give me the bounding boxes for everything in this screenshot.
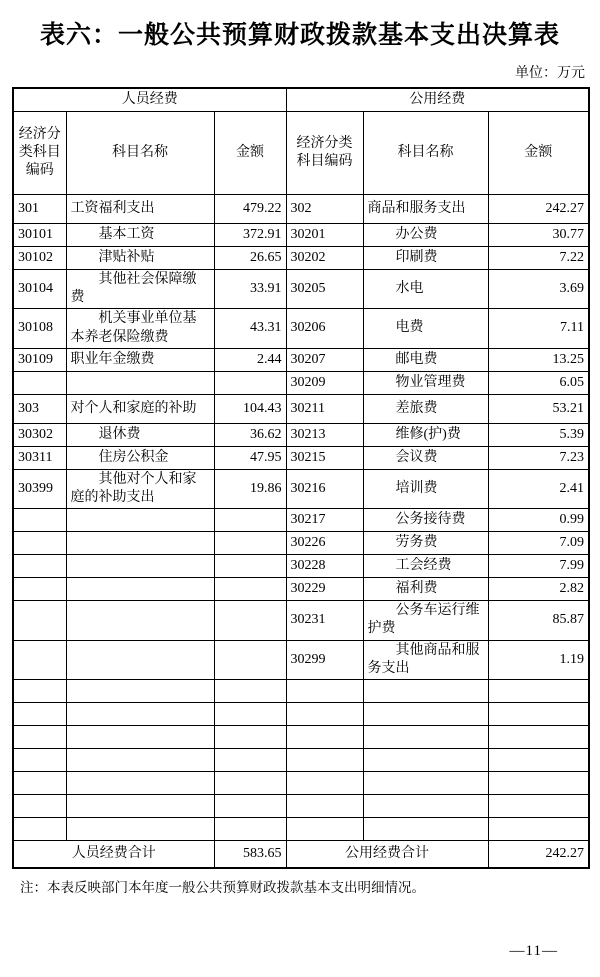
cell-left-name: 职业年金缴费 (66, 348, 214, 371)
public-total-amount: 242.27 (488, 840, 589, 868)
cell-right-amount: 242.27 (488, 195, 589, 224)
cell-left-code: 30399 (13, 469, 66, 508)
cell-left-code: 303 (13, 394, 66, 423)
cell-right-code (286, 771, 363, 794)
cell-left-code (13, 725, 66, 748)
totals-row (13, 840, 589, 868)
cell-right-code: 30213 (286, 423, 363, 446)
cell-right-amount: 0.99 (488, 509, 589, 532)
cell-right-name (363, 794, 488, 817)
table-row (13, 394, 589, 423)
cell-left-name (66, 509, 214, 532)
cell-right-amount (488, 725, 589, 748)
table-row (13, 679, 589, 702)
cell-left-code: 301 (13, 195, 66, 224)
cell-right-name: 会议费 (363, 446, 488, 469)
cell-right-name: 公务车运行维护费 (363, 601, 488, 640)
cell-left-code: 30311 (13, 446, 66, 469)
cell-right-amount (488, 679, 589, 702)
cell-right-code: 30226 (286, 532, 363, 555)
cell-right-code: 302 (286, 195, 363, 224)
cell-right-name (363, 748, 488, 771)
table-row (13, 446, 589, 469)
table-row (13, 270, 589, 309)
cell-left-name: 津贴补贴 (66, 247, 214, 270)
cell-left-name (66, 555, 214, 578)
cell-right-amount: 5.39 (488, 423, 589, 446)
cell-left-amount (214, 817, 286, 840)
cell-right-code: 30228 (286, 555, 363, 578)
personnel-total-label: 人员经费合计 (13, 840, 214, 868)
table-row (13, 195, 589, 224)
cell-right-name (363, 771, 488, 794)
cell-left-code (13, 702, 66, 725)
cell-right-code (286, 817, 363, 840)
cell-left-code: 30108 (13, 309, 66, 348)
cell-left-name: 住房公积金 (66, 446, 214, 469)
col-header-name-left: 科目名称 (66, 112, 214, 195)
cell-left-name (66, 794, 214, 817)
cell-right-amount: 7.09 (488, 532, 589, 555)
cell-right-amount: 7.11 (488, 309, 589, 348)
cell-right-name: 工会经费 (363, 555, 488, 578)
cell-left-name (66, 725, 214, 748)
cell-right-amount (488, 794, 589, 817)
cell-left-amount: 479.22 (214, 195, 286, 224)
cell-left-code: 30101 (13, 224, 66, 247)
cell-right-amount: 7.99 (488, 555, 589, 578)
cell-right-amount: 6.05 (488, 371, 589, 394)
cell-right-code: 30231 (286, 601, 363, 640)
cell-left-amount (214, 748, 286, 771)
cell-right-name (363, 702, 488, 725)
cell-right-amount: 2.82 (488, 578, 589, 601)
cell-left-name: 其他对个人和家庭的补助支出 (66, 469, 214, 508)
cell-left-amount: 2.44 (214, 348, 286, 371)
cell-right-code: 30211 (286, 394, 363, 423)
cell-left-amount (214, 509, 286, 532)
cell-right-name: 劳务费 (363, 532, 488, 555)
cell-right-name (363, 725, 488, 748)
table-row (13, 309, 589, 348)
cell-right-amount (488, 817, 589, 840)
table-row (13, 247, 589, 270)
cell-right-name: 办公费 (363, 224, 488, 247)
cell-right-amount: 3.69 (488, 270, 589, 309)
cell-right-code (286, 794, 363, 817)
public-total-label: 公用经费合计 (286, 840, 488, 868)
cell-right-name: 商品和服务支出 (363, 195, 488, 224)
cell-left-amount: 33.91 (214, 270, 286, 309)
cell-right-amount: 2.41 (488, 469, 589, 508)
cell-left-name: 其他社会保障缴费 (66, 270, 214, 309)
cell-left-name (66, 601, 214, 640)
cell-right-name: 培训费 (363, 469, 488, 508)
cell-right-code: 30229 (286, 578, 363, 601)
cell-left-amount: 36.62 (214, 423, 286, 446)
cell-right-code (286, 748, 363, 771)
cell-right-amount: 1.19 (488, 640, 589, 679)
cell-right-amount: 85.87 (488, 601, 589, 640)
col-header-name-right: 科目名称 (363, 112, 488, 195)
cell-right-name (363, 817, 488, 840)
cell-left-amount: 43.31 (214, 309, 286, 348)
cell-left-amount (214, 601, 286, 640)
cell-left-amount (214, 640, 286, 679)
cell-right-code (286, 679, 363, 702)
table-row (13, 725, 589, 748)
cell-left-code (13, 679, 66, 702)
cell-left-name (66, 371, 214, 394)
table-row (13, 555, 589, 578)
group-header-row (13, 88, 589, 112)
personnel-total-amount: 583.65 (214, 840, 286, 868)
table-row (13, 224, 589, 247)
cell-left-name (66, 640, 214, 679)
cell-right-code (286, 725, 363, 748)
unit-label: 单位：万元 (515, 66, 585, 81)
col-header-amount-left: 金额 (214, 112, 286, 195)
table-note: 注：本表反映部门本年度一般公共预算财政拨款基本支出明细情况。 (20, 879, 425, 895)
cell-right-code: 30202 (286, 247, 363, 270)
cell-right-name: 邮电费 (363, 348, 488, 371)
table-row (13, 817, 589, 840)
cell-left-code: 30104 (13, 270, 66, 309)
cell-right-code: 30299 (286, 640, 363, 679)
group-header-personnel: 人员经费 (13, 88, 286, 112)
cell-right-amount (488, 771, 589, 794)
table-row (13, 348, 589, 371)
cell-left-name: 退休费 (66, 423, 214, 446)
cell-left-code (13, 748, 66, 771)
cell-left-amount (214, 679, 286, 702)
cell-left-name (66, 679, 214, 702)
budget-table (12, 87, 590, 869)
cell-left-name: 对个人和家庭的补助 (66, 394, 214, 423)
cell-right-name: 物业管理费 (363, 371, 488, 394)
cell-left-name (66, 702, 214, 725)
col-header-code-right: 经济分类科目编码 (286, 112, 363, 195)
cell-right-amount: 7.22 (488, 247, 589, 270)
table-row (13, 794, 589, 817)
cell-left-amount (214, 725, 286, 748)
cell-right-code: 30209 (286, 371, 363, 394)
cell-left-code (13, 771, 66, 794)
cell-right-amount: 13.25 (488, 348, 589, 371)
page-number: —11— (509, 943, 558, 959)
cell-left-name (66, 771, 214, 794)
cell-right-name: 公务接待费 (363, 509, 488, 532)
cell-left-code (13, 555, 66, 578)
cell-left-code (13, 371, 66, 394)
cell-right-code: 30215 (286, 446, 363, 469)
cell-left-name (66, 817, 214, 840)
cell-left-code: 30109 (13, 348, 66, 371)
cell-right-name: 维修(护)费 (363, 423, 488, 446)
cell-right-name: 其他商品和服务支出 (363, 640, 488, 679)
cell-left-amount (214, 555, 286, 578)
cell-left-code: 30102 (13, 247, 66, 270)
table-row (13, 771, 589, 794)
cell-right-name: 水电 (363, 270, 488, 309)
cell-left-amount (214, 578, 286, 601)
cell-left-code (13, 601, 66, 640)
table-row (13, 640, 589, 679)
cell-left-amount: 26.65 (214, 247, 286, 270)
cell-left-name (66, 748, 214, 771)
cell-right-code: 30206 (286, 309, 363, 348)
cell-right-amount: 7.23 (488, 446, 589, 469)
cell-right-amount (488, 748, 589, 771)
table-row (13, 469, 589, 508)
cell-right-name (363, 679, 488, 702)
cell-left-amount: 19.86 (214, 469, 286, 508)
cell-left-code (13, 794, 66, 817)
column-header-row (13, 112, 589, 195)
cell-left-amount (214, 794, 286, 817)
table-row (13, 509, 589, 532)
col-header-amount-right: 金额 (488, 112, 589, 195)
table-row (13, 702, 589, 725)
cell-left-code (13, 532, 66, 555)
table-row (13, 748, 589, 771)
cell-left-amount: 47.95 (214, 446, 286, 469)
cell-left-amount (214, 532, 286, 555)
cell-right-name: 福利费 (363, 578, 488, 601)
cell-right-code: 30217 (286, 509, 363, 532)
cell-left-amount: 104.43 (214, 394, 286, 423)
cell-left-code (13, 578, 66, 601)
cell-left-name: 工资福利支出 (66, 195, 214, 224)
cell-left-amount (214, 371, 286, 394)
cell-right-amount: 30.77 (488, 224, 589, 247)
cell-right-amount: 53.21 (488, 394, 589, 423)
table-row (13, 578, 589, 601)
cell-right-name: 差旅费 (363, 394, 488, 423)
cell-right-name: 电费 (363, 309, 488, 348)
cell-right-code: 30207 (286, 348, 363, 371)
cell-right-code (286, 702, 363, 725)
cell-right-code: 30216 (286, 469, 363, 508)
table-row (13, 601, 589, 640)
cell-right-code: 30205 (286, 270, 363, 309)
col-header-code-left: 经济分类科目编码 (13, 112, 66, 195)
cell-left-code (13, 509, 66, 532)
cell-left-amount (214, 702, 286, 725)
cell-left-name (66, 578, 214, 601)
group-header-public: 公用经费 (286, 88, 589, 112)
cell-left-code (13, 640, 66, 679)
table-row (13, 532, 589, 555)
cell-left-name: 机关事业单位基本养老保险缴费 (66, 309, 214, 348)
cell-right-code: 30201 (286, 224, 363, 247)
cell-left-code: 30302 (13, 423, 66, 446)
cell-right-amount (488, 702, 589, 725)
cell-right-name: 印刷费 (363, 247, 488, 270)
cell-left-amount (214, 771, 286, 794)
table-row (13, 423, 589, 446)
table-row (13, 371, 589, 394)
cell-left-name (66, 532, 214, 555)
cell-left-name: 基本工资 (66, 224, 214, 247)
cell-left-code (13, 817, 66, 840)
page-title: 表六：一般公共预算财政拨款基本支出决算表 (39, 22, 560, 49)
cell-left-amount: 372.91 (214, 224, 286, 247)
